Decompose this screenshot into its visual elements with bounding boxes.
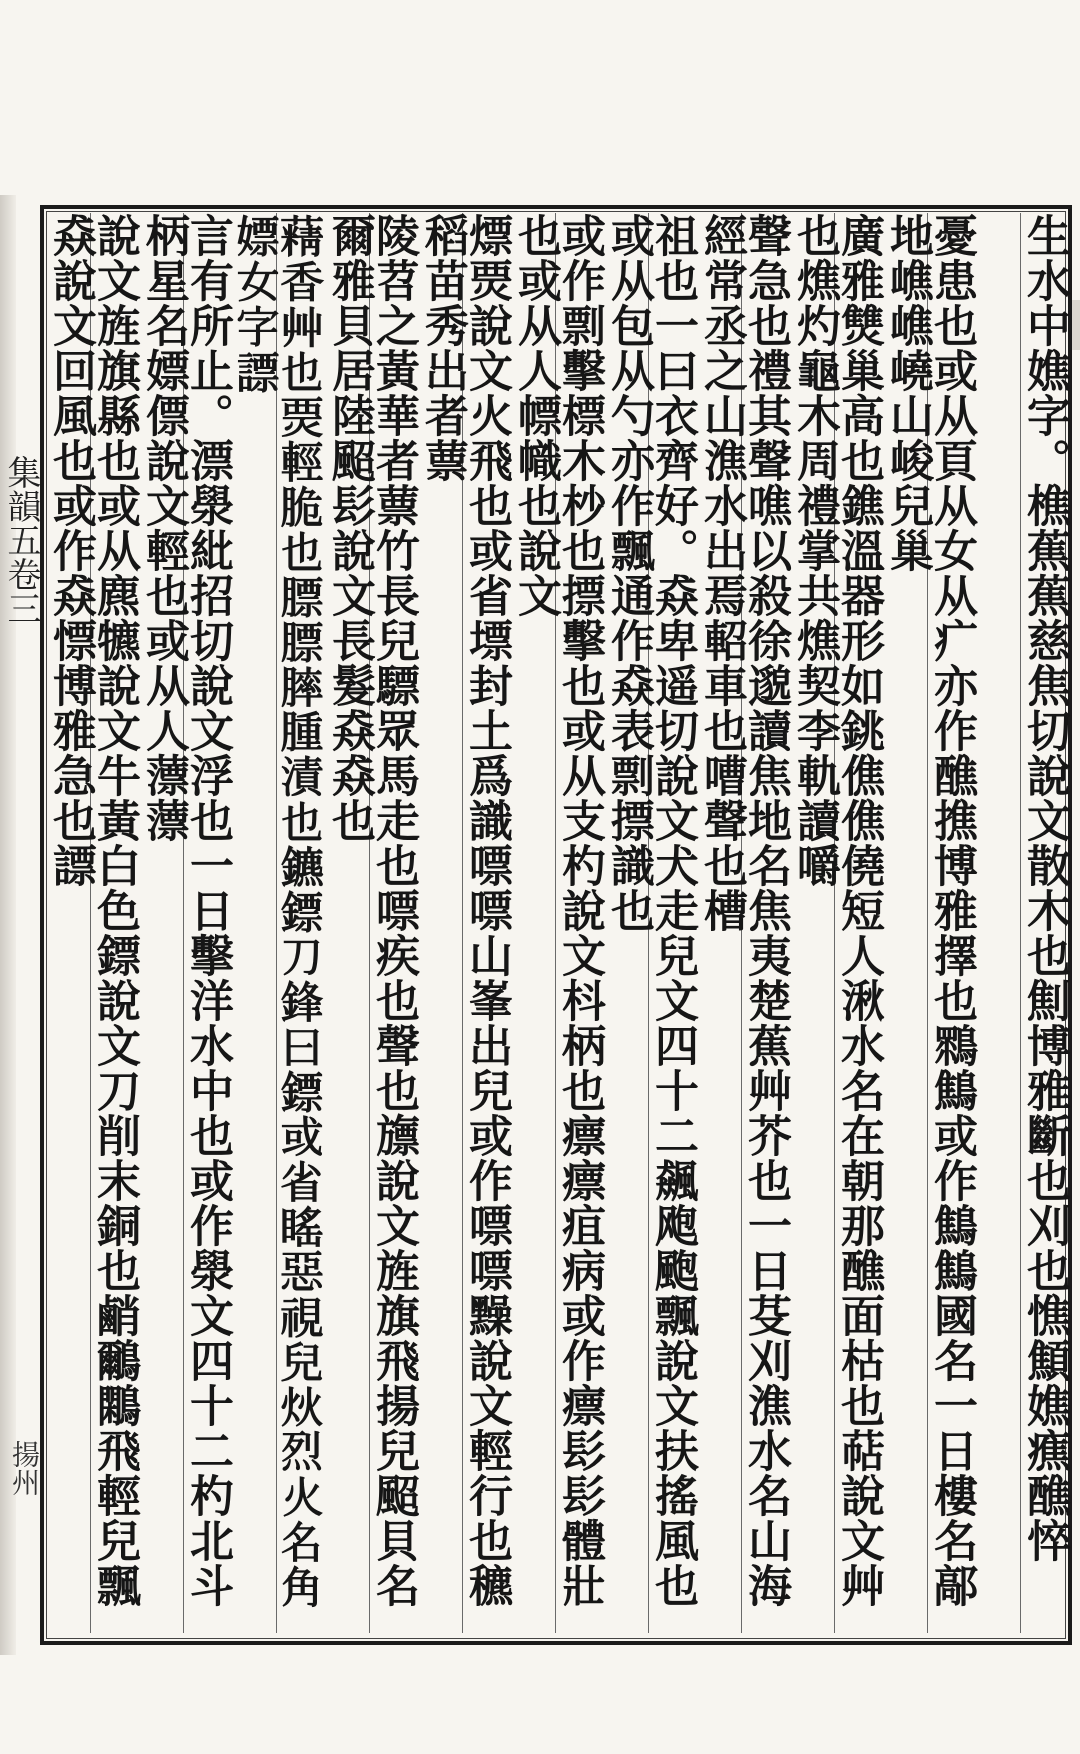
text-column-2: [882, 213, 977, 1633]
column-text: 說文旌旗縣也或从麃犥說文牛黃白色鏢說文刀削末銅也䴛鸍鷴飛輕兒飄猋說文回風也或作猋慓博雅急也謤: [45, 213, 140, 1608]
margin-title: 集韻五卷三: [1, 455, 41, 625]
text-column-1: [1019, 213, 1070, 1633]
column-text: 廣雅㸈巢高也鐎溫器形如銚僬僬僥短人湫水名在朝那醮面枯也萜說文艸也燋灼龜木周禮掌共燋契李軌讀嚼: [789, 213, 884, 1608]
text-column-4: [696, 213, 791, 1633]
text-column-10: [138, 213, 233, 1633]
column-text: 憂患也或从頁从女从疒亦作醮撨博雅擇也䳴鷦或作鷦鷦國名一日樓名鄗地嶕嶕嶢山峻兒巢: [882, 213, 977, 1608]
column-text: 熛㶾說文火飛也或省墂封土爲識嘌嘌山峯出兒或作嘌嘌䵲說文輕行也穮稻苗秀出者蔈: [417, 213, 512, 1608]
column-text: 𦾿香艸也㶾輕脆也膘膘膟腫漬也鑣鏢刀鋒曰鏢或省䁘惡視兒炏烈火名角嫖女字謤: [231, 213, 326, 1608]
column-text: 或作剽擊標木杪也摽擊也或从支杓說文枓柄也瘭瘭疽病或作瘭髟髟體壯也或从人幖幟也說文: [510, 213, 605, 1608]
text-column-5: [603, 213, 698, 1633]
text-column-9: [231, 213, 326, 1633]
text-column-3: [789, 213, 884, 1633]
text-column-7: [417, 213, 512, 1633]
margin-footer: 揚州: [8, 1440, 41, 1496]
column-text: 生水中嫶字。樵蕉蕉慈焦切說文散木也劁博雅斷也刈也憔顦嫶癄醮悴: [1019, 213, 1070, 1563]
text-column-11: [45, 213, 140, 1633]
column-text: 陵苕之黃華者蔈竹長兒驃眾馬走也嘌疾也聲也旚說文旌旗飛揚兒䫿貝名爾雅貝居陸䫿髟說文長髮猋猋也: [324, 213, 419, 1608]
column-text: 聲急也禮其聲噍以殺徐邈讀焦地名焦夷楚蕉艸芥也一日芟刈潐水名山海經常丞之山潐水出焉軺車也嘈聲也槽: [696, 213, 791, 1608]
text-column-8: [324, 213, 419, 1633]
text-column-6: [510, 213, 605, 1633]
column-text: 祖也一曰衣齊好。猋卑遥切說文犬走兒文四十二飆飑颮飄說文扶搖風也或从包从勺亦作飄通作猋表剽摽識也: [603, 213, 698, 1608]
column-text: 言有所止。漂澩紕招切說文浮也一日擊洋水中也或作澩文四十二杓北斗柄星名嫖僄說文輕也或从人薸薸: [138, 213, 233, 1608]
